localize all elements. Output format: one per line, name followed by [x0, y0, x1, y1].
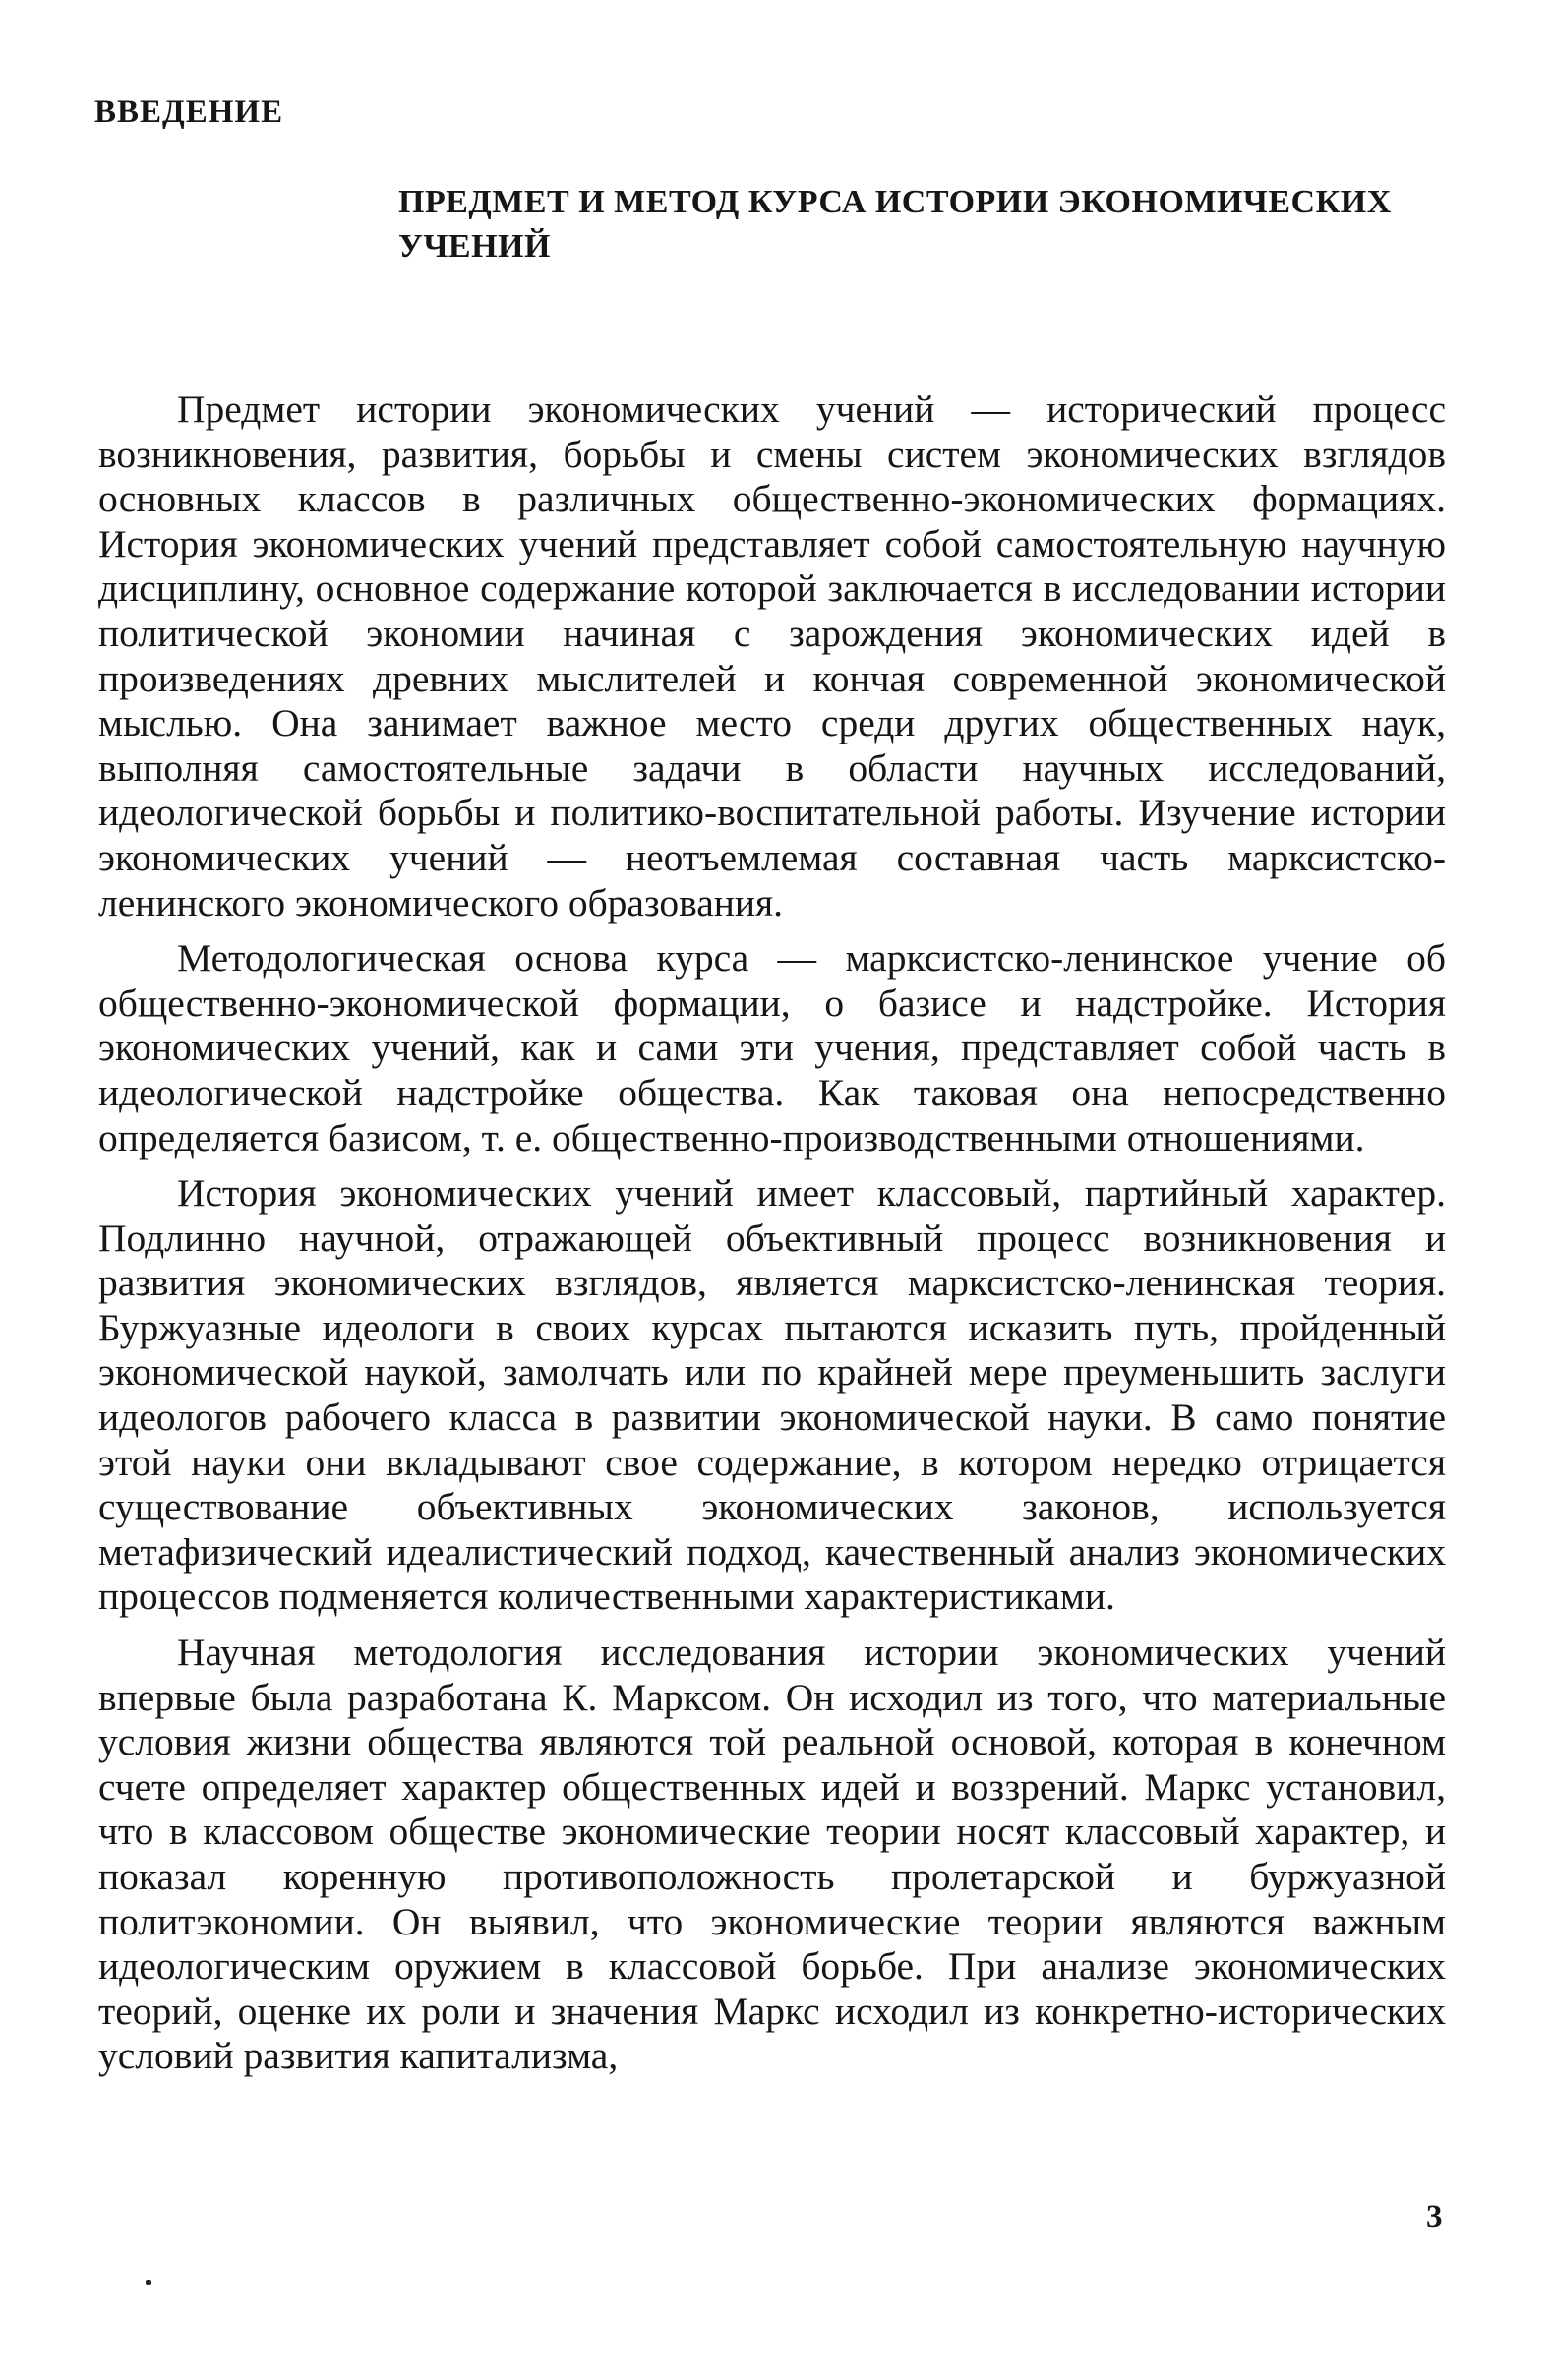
chapter-title: ПРЕДМЕТ И МЕТОД КУРСА ИСТОРИИ ЭКОНОМИЧЕСКИХ УЧЕНИЙ — [398, 184, 1392, 265]
body-text — [98, 387, 1446, 2090]
section-label: ВВЕДЕНИЕ — [94, 94, 284, 130]
paragraph-3: История экономических учений имеет классовый, партийный характер. Подлинно научной, отражающей объективный процесс возникновения и развития экономических взглядов, является марксистско-ленинская теория. Буржуазные идеологи в своих курсах пытаются исказить путь, пройденный экономической наукой, замолчать или по крайней мере преуменьшить заслуги идеологов рабочего класса в развитии экономической науки. В само понятие этой науки они вкладывают свое содержание, в котором нередко отрицается существование объективных экономических законов, используется метафизический идеалистический подход, качественный анализ экономических процессов подменяется количественными характеристиками. — [98, 1171, 1446, 1619]
page-number: 3 — [1426, 2199, 1443, 2234]
paragraph-2: Методологическая основа курса — марксистско-ленинское учение об общественно-экономической формации, о базисе и надстройке. История экономических учений, как и сами эти учения, представляет собой часть в идеологической надстройке общества. Как таковая она непосредственно определяется базисом, т. е. общественно-производственными отношениями. — [98, 936, 1446, 1160]
paragraph-4: Научная методология исследования истории экономических учений впервые была разработана К. Марксом. Он исходил из того, что материальные условия жизни общества являются той реальной основой, которая в конечном счете определяет характер общественных идей и воззрений. Маркс установил, что в классовом обществе экономические теории носят классовый характер, и показал коренную противоположность пролетарской и буржуазной политэкономии. Он выявил, что экономические теории являются важным идеологическим оружием в классовой борьбе. При анализе экономических теорий, оценке их роли и значения Маркс исходил из конкретно-исторических условий развития капитализма, — [98, 1631, 1446, 2078]
paragraph-1: Предмет истории экономических учений — исторический процесс возникновения, развития, борьбы и смены систем экономических взглядов основных классов в различных общественно-экономических формациях. История экономических учений представляет собой самостоятельную научную дисциплину, основное содержание которой заключается в исследовании истории политической экономии начиная с зарождения экономических идей в произведениях древних мыслителей и кончая современной экономической мыслью. Она занимает важное место среди других общественных наук, выполняя самостоятельные задачи в области научных исследований, идеологической борьбы и политико-воспитательной работы. Изучение истории экономических учений — неотъемлемая составная часть марксистско-ленинского экономического образования. — [98, 387, 1446, 924]
scan-speck — [146, 2280, 151, 2285]
